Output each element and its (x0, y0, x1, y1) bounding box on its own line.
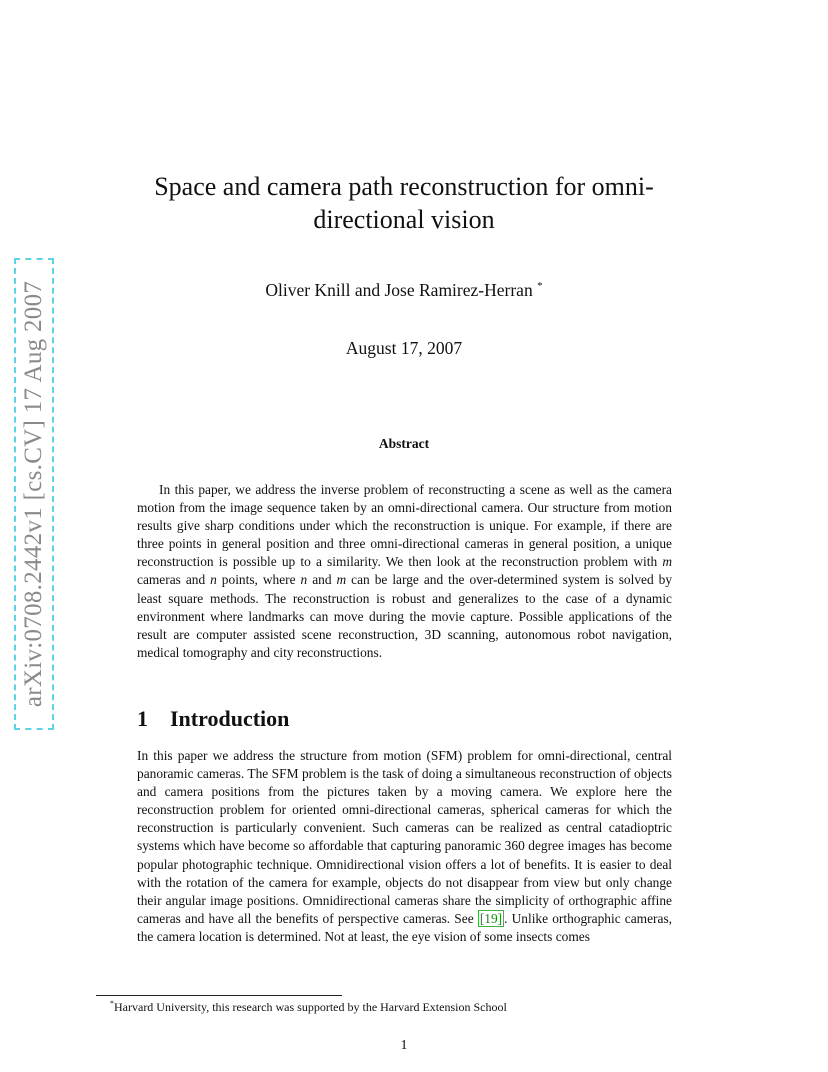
arxiv-stamp (14, 258, 54, 730)
section-number: 1 (137, 706, 148, 731)
paper-title: Space and camera path reconstruction for omni-directional vision (154, 172, 654, 234)
abstract-text-part: can be large and the over-determined system is solved by least square methods. The reconstruction is robust and generalizes to the case of a dynamic environment where landmarks can move during the movie capture. Possible applications of the result are computer assisted scene reconstruction, 3D scanning, autonomous robot navigation, medical tomography and city reconstructions. (137, 572, 673, 660)
math-var-m: m (336, 572, 347, 588)
paper-date: August 17, 2007 (345, 338, 463, 358)
footnote-divider (96, 995, 342, 996)
paper-authors (0, 280, 808, 301)
arxiv-stamp-text: arXiv:0708.2442v1 [cs.CV] 17 Aug 2007 (20, 280, 47, 708)
abstract-text-part: and (307, 572, 337, 588)
intro-text-part: In this paper we address the structure from motion (SFM) problem for omni-directional, central panoramic cameras. The SFM problem is the task of doing a simultaneous reconstruction of objects and camera positions from the pictures taken by a moving camera. We explore here the reconstruction problem for oriented omni-directional cameras, spherical cameras for which the reconstruction is particularly convenient. Such cameras can be realized as central catadioptric systems which have become so affordable that capturing panoramic 360 degree images has become popular photographic technique. Omnidirectional vision offers a lot of benefits. It is easier to deal with the rotation of the camera for example, objects do not disappear from view but only change their angular image positions. Omnidirectional cameras share the simplicity of orthographic affine cameras and have all the benefits of perspective cameras. See (137, 748, 672, 926)
intro-text-part: . Unlike orthographic cameras, the camera location is determined. Not at least, the eye vision of some insects comes (137, 910, 673, 944)
abstract-text-part: In this paper, we address the inverse problem of reconstructing a scene as well as the camera motion from the image sequence taken by an omni-directional camera. Our structure from motion results give sharp conditions under which the reconstruction is unique. For example, if there are three points in general position and three omni-directional cameras in general position, a unique reconstruction is possible up to a similarity. We then look at the reconstruction problem with (137, 482, 672, 570)
footnote-mark: * (110, 999, 114, 1008)
math-var-n: n (210, 572, 217, 588)
author-names: Oliver Knill and Jose Ramirez-Herran (265, 280, 533, 300)
footnote (110, 999, 710, 1015)
math-var-n: n (300, 572, 308, 588)
introduction-text (137, 747, 672, 946)
citation-link[interactable]: [19] (479, 910, 503, 926)
abstract-text (137, 481, 672, 662)
footnote-text: Harvard University, this research was supported by the Harvard Extension School (114, 1000, 507, 1014)
abstract-text-part: points, where (216, 572, 301, 588)
math-var-m: m (662, 554, 672, 570)
author-footnote-mark[interactable]: * (537, 280, 543, 293)
section-heading-introduction (137, 706, 289, 732)
abstract-text-part: cameras and (137, 572, 211, 588)
section-title: Introduction (170, 706, 290, 731)
page-number: 1 (400, 1038, 408, 1053)
abstract-heading: Abstract (378, 436, 430, 451)
